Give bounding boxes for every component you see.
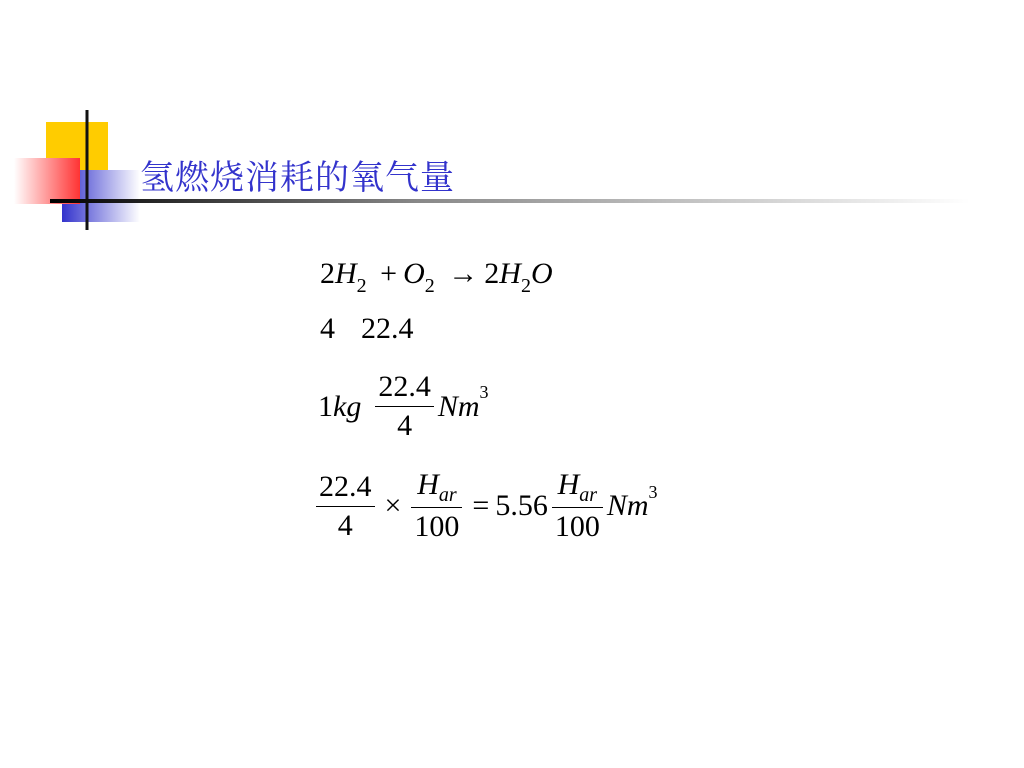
arrow: → — [448, 257, 479, 290]
superscript: 3 — [479, 382, 489, 402]
plus-sign: + — [380, 257, 398, 290]
coefficient: 5.56 — [495, 489, 548, 522]
equation-masses — [320, 312, 414, 346]
title-decoration — [0, 0, 1024, 240]
var-o: O — [403, 257, 425, 290]
fraction-numerator: 22.4 — [319, 469, 372, 503]
var-o: O — [530, 257, 553, 290]
red-square — [14, 158, 80, 204]
fraction-numerator — [414, 466, 459, 507]
fraction-numerator: 22.4 — [378, 370, 431, 403]
volume-o2: 22.4 — [361, 312, 414, 345]
coef: 2 — [320, 257, 335, 290]
page-title: 氢燃烧消耗的氧气量 — [140, 158, 455, 198]
subscript-ar: ar — [579, 484, 598, 506]
fraction-numerator — [555, 466, 600, 507]
subscript-ar: ar — [438, 484, 457, 506]
unit-nm: Nm — [437, 389, 480, 423]
fraction-denominator: 4 — [397, 409, 413, 442]
mass-h2: 4 — [320, 312, 335, 345]
coef: 2 — [484, 257, 500, 290]
fraction — [375, 368, 434, 445]
fraction — [316, 468, 375, 545]
fraction-denominator: 4 — [337, 508, 353, 542]
horizontal-rule — [50, 199, 970, 203]
one: 1 — [318, 389, 333, 423]
subscript: 2 — [424, 275, 435, 297]
fraction — [552, 466, 603, 546]
unit-kg: kg — [333, 389, 362, 423]
subscript: 2 — [356, 275, 367, 297]
var-h: H — [499, 257, 521, 290]
equation-per-kg — [318, 368, 489, 445]
fraction-denominator: 100 — [554, 510, 600, 543]
fraction — [411, 466, 462, 546]
var-h: H — [335, 257, 357, 290]
unit-nm: Nm — [606, 489, 649, 522]
var-h: H — [417, 468, 439, 501]
equation-oxygen-volume — [312, 466, 658, 546]
var-h: H — [557, 468, 580, 501]
superscript: 3 — [648, 481, 658, 502]
times-sign: × — [384, 489, 402, 522]
equals-sign: = — [472, 489, 490, 522]
equation-reaction — [320, 257, 553, 297]
fraction-denominator: 100 — [414, 510, 460, 543]
subscript: 2 — [520, 275, 531, 297]
